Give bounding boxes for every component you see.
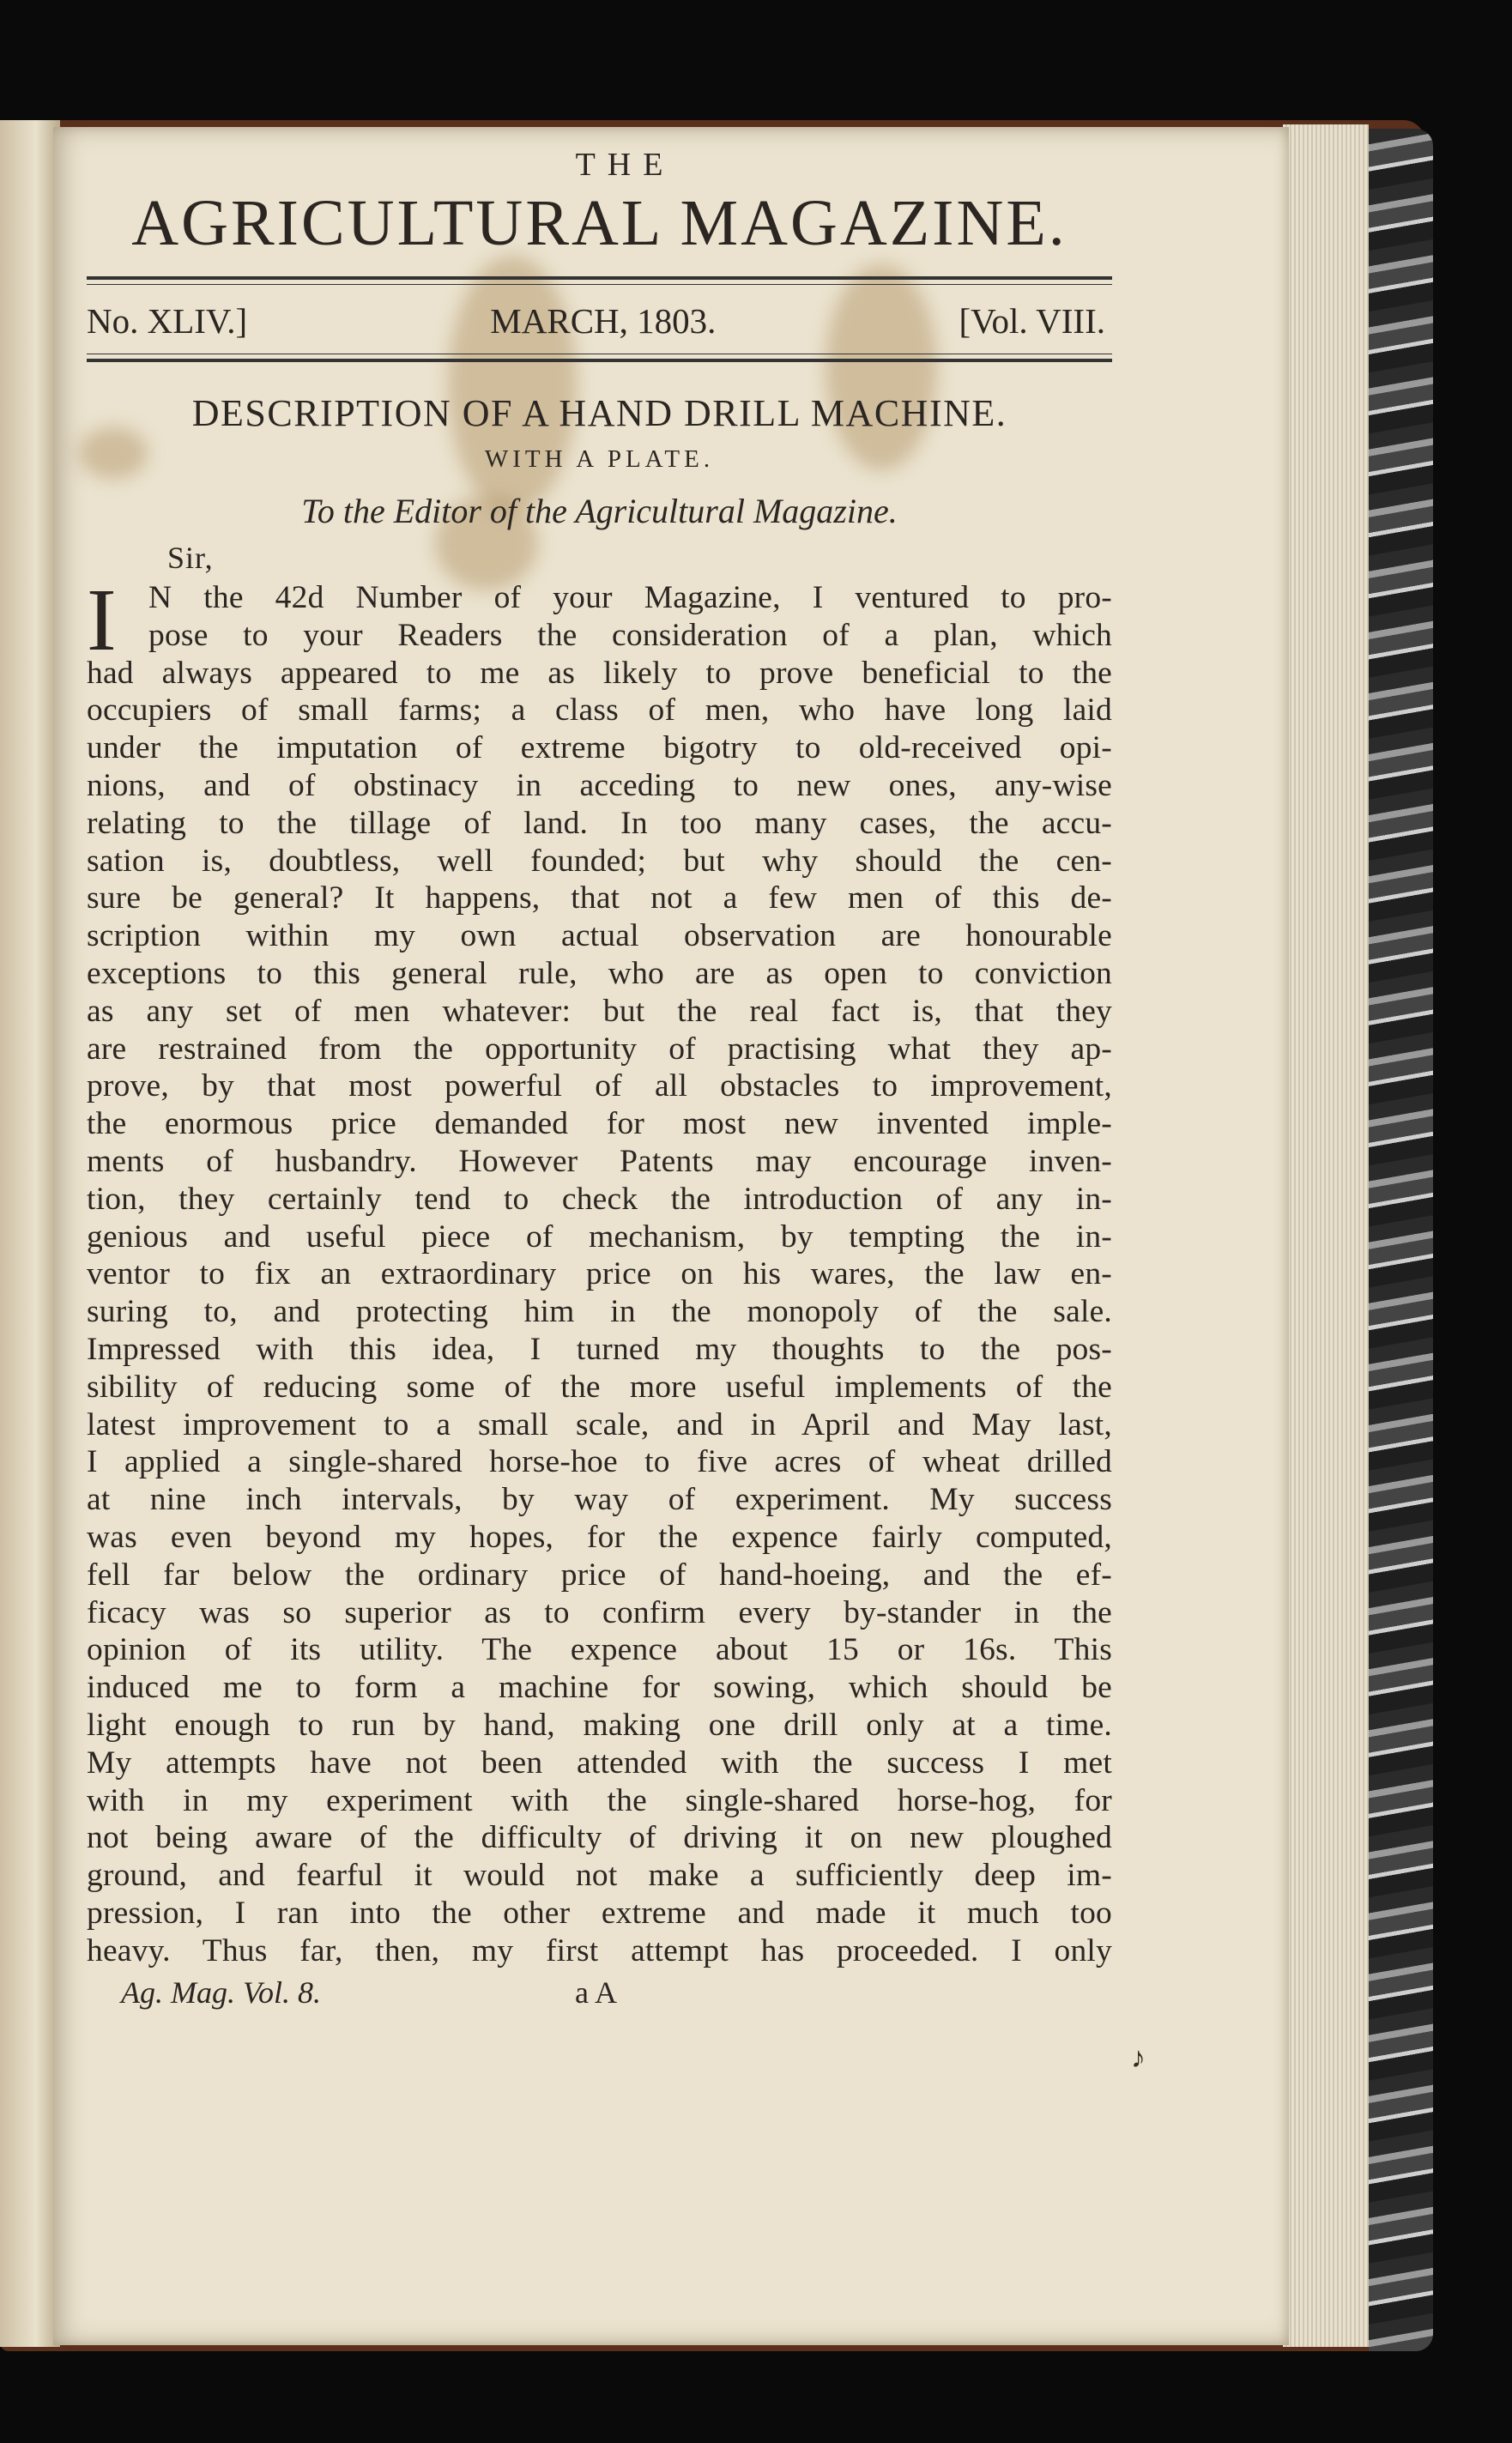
body-line: occupiers of small farms; a class of men, who have long laid [87,692,1112,729]
body-line: Impressed with this idea, I turned my thoughts to the pos- [87,1331,1112,1367]
issue-volume: [Vol. VIII. [959,301,1105,341]
marbled-edge [1369,129,1433,2351]
body-line: relating to the tillage of land. In too many cases, the accu- [87,805,1112,841]
sir-greeting: Sir, [167,541,214,575]
body-line: at nine inch intervals, by way of experiment. My success [87,1482,1112,1518]
double-rule-bottom [87,359,1112,362]
body-line: sation is, doubtless, well founded; but why should the cen- [87,843,1112,879]
body-line: fell far below the ordinary price of hand-hoeing, and the ef- [87,1557,1112,1593]
body-line: ficacy was so superior as to confirm every by-stander in the [87,1594,1112,1630]
body-line: scription within my own actual observation are honourable [87,918,1112,954]
body-line: suring to, and protecting him in the monopoly of the sale. [87,1294,1112,1330]
page-content [87,146,1112,2011]
issue-info [87,285,1112,354]
body-line: I applied a single-shared horse-hoe to five acres of wheat drilled [87,1444,1112,1480]
body-line: opinion of its utility. The expence about 15 or 16s. This [87,1632,1112,1668]
masthead-the: THE [575,147,675,183]
body-line: as any set of men whatever: but the real fact is, that they [87,993,1112,1029]
issue-number: No. XLIV.] [87,301,248,341]
article-title: DESCRIPTION OF A HAND DRILL MACHINE. [191,392,1007,434]
salutation: To the Editor of the Agricultural Magazine. [301,492,898,530]
body-line: are restrained from the opportunity of practising what they ap- [87,1031,1112,1067]
double-rule-top [87,276,1112,280]
masthead-title: AGRICULTURAL MAGAZINE. [131,187,1067,259]
page-edges [1283,124,1369,2347]
gathering-mark: a A [574,1975,617,2011]
body-line: latest improvement to a small scale, and in April and May last, [87,1406,1112,1442]
body-line: with in my experiment with the single-shared horse-hog, for [87,1782,1112,1818]
drop-cap: I [87,571,117,669]
body-line: ground, and fearful it would not make a sufficiently deep im- [87,1858,1112,1894]
body-line: genious and useful piece of mechanism, by tempting the in- [87,1218,1112,1255]
body-line: sibility of reducing some of the more useful implements of the [87,1369,1112,1405]
body-line: pose to your Readers the consideration of a plan, which [148,617,1112,653]
body-line: sure be general? It happens, that not a few men of this de- [87,880,1112,916]
body-line: ments of husbandry. However Patents may encourage inven- [87,1143,1112,1179]
body-line: tion, they certainly tend to check the introduction of any in- [87,1181,1112,1217]
body-line: My attempts have not been attended with the success I met [87,1745,1112,1781]
body-line: exceptions to this general rule, who are as open to conviction [87,955,1112,991]
body-line: N the 42d Number of your Magazine, I ventured to pro- [148,580,1112,615]
page-footer [87,1974,1112,2011]
body-line: under the imputation of extreme bigotry to old-received opi- [87,730,1112,766]
body-line: ventor to fix an extraordinary price on his wares, the law en- [87,1256,1112,1292]
article-body [87,571,1112,1969]
body-line: not being aware of the difficulty of driving it on new ploughed [87,1820,1112,1856]
body-line: induced me to form a machine for sowing, which should be [87,1670,1112,1706]
ink-flourish: ♪ [1131,2042,1146,2074]
body-line: prove, by that most powerful of all obstacles to improvement, [87,1068,1112,1104]
article-subtitle: WITH A PLATE. [484,445,715,473]
body-line: heavy. Thus far, then, my first attempt has proceeded. I only [87,1932,1112,1968]
body-line: was even beyond my hopes, for the expence fairly computed, [87,1519,1112,1555]
body-line: nions, and of obstinacy in acceding to new ones, any-wise [87,767,1112,803]
body-line: the enormous price demanded for most new invented imple- [87,1106,1112,1142]
issue-date: MARCH, 1803. [490,301,717,341]
left-page-edge [0,120,60,2347]
body-line: had always appeared to me as likely to prove beneficial to the [87,655,1112,691]
signature-mark: Ag. Mag. Vol. 8. [121,1975,321,2011]
body-line: pression, I ran into the other extreme and made it much too [87,1895,1112,1931]
body-line: light enough to run by hand, making one drill only at a time. [87,1707,1112,1743]
